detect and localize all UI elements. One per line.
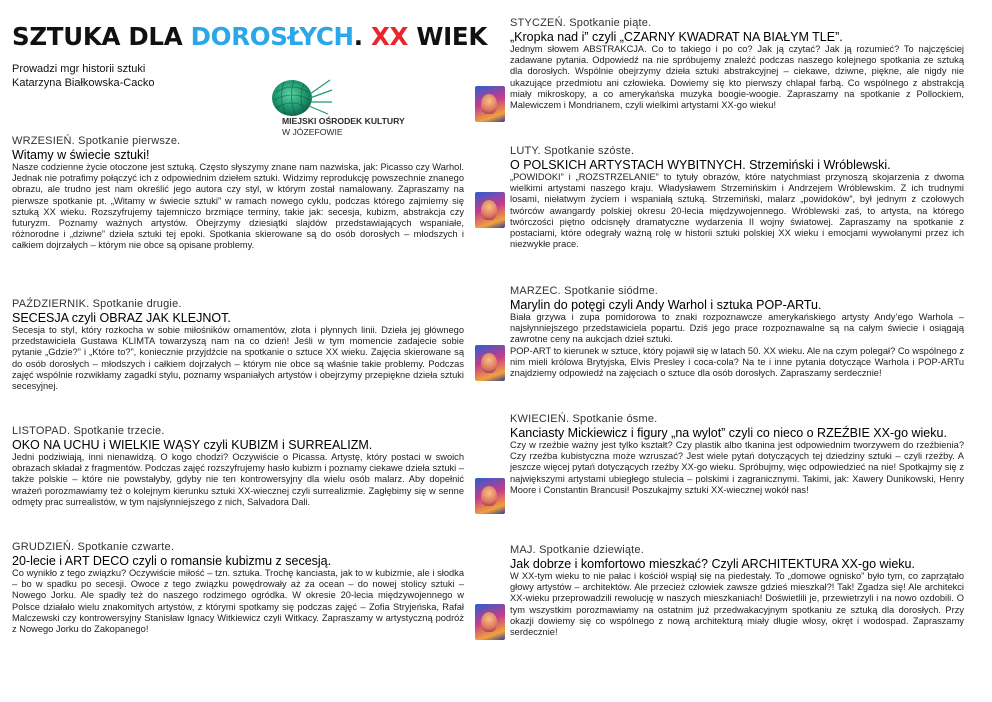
section-heading: 20-lecie i ART DECO czyli o romansie kubizmu z secesją.	[12, 554, 332, 568]
section-heading: Witamy w świecie sztuki!	[12, 148, 150, 162]
instructor-line-1: Prowadzi mgr historii sztuki	[12, 63, 146, 75]
section-label: STYCZEŃ. Spotkanie piąte.	[510, 17, 652, 29]
section-heading: Marylin do potęgi czyli Andy Warhol i sztuka POP-ARTu.	[510, 298, 822, 312]
section-label: MARZEC. Spotkanie siódme.	[510, 285, 659, 297]
section-body: Biała grzywa i zupa pomidorowa to znaki rozpoznawcze amerykańskiego artysty Andy’ego Warhola – najsłynniejszego przedstawiciela popartu. Dziś jego prace rozpoznawalne są na całym świecie i osiągają zawrotne ceny na aukcjach dzieł sztuki. POP-ART to kierunek w sztuce, który pojawił się w latach 50. XX wieku. Ale na czym polegał? Co wspólnego z nim mieli królowa Brytyjska, Elvis Presley i coca-cola? Na te i inne pytania dotyczące Warhola i POP-ARTu znajdziemy odpowiedź na zajęciach o sztuce dla osób dorosłych. Zapraszamy serdecznie!	[510, 312, 964, 379]
section-body: „POWIDOKI” i „ROZSTRZELANIE” to tytuły obrazów, które natychmiast przynoszą skojarzenia z dwoma wielkimi artystami naszego kraju. Władysławem Strzemińskim i Andrzejem Wróblewskim. Z ich trudnymi losami, niełatwym życiem i wspaniałą sztuką. Strzemiński, malarz „powidoków”, był jednym z czołowych twórców awangardy polskiej okresu 20-lecia międzywojennego. Wróblewski zaś, to artysta, na którego twórczości piętno odcisnęły dramatyczne wydarzenia II wojny światowej. Zapraszamy na spotkanie z postaciami, które odegrały ważną rolę w historii sztuki polskiej XX wieku i emocjami wywołanymi przez ich niezwykłe prace.	[510, 172, 964, 250]
section-heading: OKO NA UCHU i WIELKIE WĄSY czyli KUBIZM i SURREALIZM.	[12, 438, 373, 452]
section-listopad	[12, 425, 464, 508]
section-label: LISTOPAD. Spotkanie trzecie.	[12, 425, 165, 437]
section-pazdziernik	[12, 298, 464, 392]
section-luty	[510, 145, 964, 250]
section-body: Jednym słowem ABSTRAKCJA. Co to takiego i po co? Jak ją czytać? Jak ją rozumieć? To najczęściej zadawane pytania. Odpowiedź na nie spróbujemy znaleźć podczas naszego kolejnego spotkania ze sztuką dla dorosłych. Wspólnie obejrzymy dzieła sztuki abstrakcyjnej – ciekawe, dziwne, piękne, ale nigdy nie ukazujące przedmiotu ani człowieka. Dowiemy się kto pierwszy chlapał farbą. Co wspólnego z abstrakcją miały mikroskopy, a co amerykańska muzyka boogie-woogie. Zapraszamy na spotkanie z Pollockiem, Malewiczem i Mondrianem, czyli wielkimi artystami XX-go wieku!	[510, 44, 964, 111]
section-label: MAJ. Spotkanie dziewiąte.	[510, 544, 645, 556]
artwork-thumbnail	[475, 192, 505, 228]
artwork-thumbnail	[475, 86, 505, 122]
section-label: PAŹDZIERNIK. Spotkanie drugie.	[12, 298, 182, 310]
pinecone-icon	[264, 72, 334, 122]
instructor-line-2: Katarzyna Białkowska-Cacko	[12, 77, 155, 89]
section-body: Nasze codzienne życie otoczone jest sztuką. Często słyszymy znane nam nazwiska, jak: Picasso czy Warhol. Jednak nie potrafimy połączyć ich z odpowiednim dziełem sztuki. Widzimy reprodukcję powszechnie znanego obrazu, ale trudno jest nam określić jego autora czy styl, w którym został namalowany. Zapraszamy na pierwsze spotkanie pt. „Witamy w świecie sztuki” w ramach nowego cyklu, podczas którego zajmiemy się sztuką XX wieku. Rozszyfrujemy tajemniczo brzmiące terminy, takie jak: secesja, kubizm, abstrakcja czy futuryzm. Poznamy ważnych artystów. Obejrzymy dziesiątki slajdów przedstawiających wspaniałe, różnorodne i „dziwne” dzieła sztuki tej epoki. Spotkania skierowane są do osób dorosłych – młodszych i całkiem dojrzałych – którym nie obce są opisane problemy.	[12, 162, 464, 251]
logo-text-2: W JÓZEFOWIE	[282, 127, 343, 137]
section-kwiecien	[510, 413, 964, 496]
section-label: WRZESIEŃ. Spotkanie pierwsze.	[12, 135, 181, 147]
section-heading: „Kropka nad i” czyli „CZARNY KWADRAT NA BIAŁYM TLE”.	[510, 30, 843, 44]
title-part-3: .	[353, 22, 371, 51]
section-heading: Jak dobrze i komfortowo mieszkać? Czyli ARCHITEKTURA XX-go wieku.	[510, 557, 915, 571]
section-marzec	[510, 285, 964, 379]
artwork-thumbnail	[475, 604, 505, 640]
section-grudzien	[12, 541, 464, 635]
artwork-thumbnail	[475, 345, 505, 381]
instructor-info	[12, 62, 154, 90]
section-heading: SECESJA czyli OBRAZ JAK KLEJNOT.	[12, 311, 231, 325]
section-body: Secesja to styl, który rozkocha w sobie miłośników ornamentów, złota i płynnych linii. Dzieła jej głównego przedstawiciela Gustawa KLIMTA towarzyszą nam na co dzień! Jeśli w tym momencie zadajecie sobie pytanie „Gdzie?” i „Które to?”, koniecznie przyjdźcie na spotkanie o sztuce XX wieku. Zajęcia skierowane są do osób dorosłych – młodszych i całkiem dojrzałych – którym nie obce są właśnie takie problemy. Podczas zajęć wspólnie rozwikłamy zagadki stylu, poznamy wspaniałych artystów i obejrzymy przepiękne dzieła sztuki secesyjnej.	[12, 325, 464, 392]
section-heading: Kanciasty Mickiewicz i figury „na wylot” czyli co nieco o RZEŹBIE XX-go wieku.	[510, 426, 947, 440]
artwork-thumbnail	[475, 478, 505, 514]
page-title	[12, 22, 487, 51]
title-part-1: SZTUKA DLA	[12, 22, 191, 51]
section-heading: O POLSKICH ARTYSTACH WYBITNYCH. Strzemiński i Wróblewski.	[510, 158, 891, 172]
section-label: GRUDZIEŃ. Spotkanie czwarte.	[12, 541, 175, 553]
section-body: W XX-tym wieku to nie pałac i kościół wspiął się na piedestały. To „domowe ognisko” było tym, co zaprzątało głowy artystów – architektów. Ale przecież człowiek zawsze gdzieś mieszkał?! Tak! Zgadza się! Ale architekci XX-wieku przeprowadzili rewolucję w naszych mieszkaniach! Doświetlili je, przewietrzyli i na nowo ozdobili. O tym wszystkim porozmawiamy na ostatnim już przedwakacyjnym spotkaniu ze sztuką dla dorosłych. Przy okazji dowiemy się co wspólnego z nową architekturą miały długie włosy, okręt i wodospad. Zapraszamy serdecznie!	[510, 571, 964, 638]
section-body: Jedni podziwiają, inni nienawidzą. O kogo chodzi? Oczywiście o Picassa. Artystę, który postaci w swoich obrazach składał z fragmentów. Podczas zajęć rozszyfrujemy hasło kubizm i poznamy ciekawe dzieła sztuki – także polskie – które nie powstałyby, gdyby nie ten kontrowersyjny dla wielu osób malarz. Aby dopełnić wrażeń porozmawiamy też o kolejnym kierunku sztuki XX-wiecznej czyli surrealizmie. Zagłębimy się w senne odmęty prac surrealistów, w tym najsłynniejszego z nich, Salvadora Dali.	[12, 452, 464, 507]
title-part-2: DOROSŁYCH	[190, 22, 354, 51]
title-part-5: WIEK	[408, 22, 488, 51]
section-wrzesien	[12, 135, 464, 252]
section-maj	[510, 544, 964, 638]
section-label: LUTY. Spotkanie szóste.	[510, 145, 635, 157]
section-body: Co wynikło z tego związku? Oczywiście miłość – tzn. sztuka. Trochę kanciasta, jak to w kubizmie, ale i słodka – bo w spadku po secesji. Owoce z tego związku powędrowały aż za ocean – do nowej stolicy sztuki – Nowego Jorku. Ale spadły też do naszego rodzimego ogródka. W okresie 20-lecia międzywojennego w Polsce działało wielu znakomitych artystów, z którymi spotkamy się podczas zajęć – Zofia Stryjeńska, Rafał Malczewski czy kontrowersyjny Stanisław Ignacy Witkiewicz czyli Witkacy. Zapraszamy w artystyczną podróż z Nowego Jorku do Zakopanego!	[12, 568, 464, 635]
section-body: Czy w rzeźbie ważny jest tylko kształt? Czy plastik albo tkanina jest odpowiednim tworzywem do rzeźbienia? Czy rzeźba kubistyczna może wzruszać? Jest wiele pytań dotyczących tej dziedziny sztuki – czyli rzeźby. A jeszcze więcej pytań dotyczących rzeźby XX-go wieku. Spróbujmy, więc odpowiedzieć na nie! Spotkajmy się z największymi artystami ubiegłego stulecia – polskimi i zagranicznymi. Takimi, jak: Xawery Dunikowski, Henry Moore i Constantin Brancusi! Poszukajmy sztuki XX-wiecznej wokół nas!	[510, 440, 964, 495]
title-part-4: XX	[370, 22, 409, 51]
section-styczen	[510, 17, 964, 111]
logo-text-1: MIEJSKI OŚRODEK KULTURY	[282, 116, 405, 126]
section-label: KWIECIEŃ. Spotkanie ósme.	[510, 413, 658, 425]
